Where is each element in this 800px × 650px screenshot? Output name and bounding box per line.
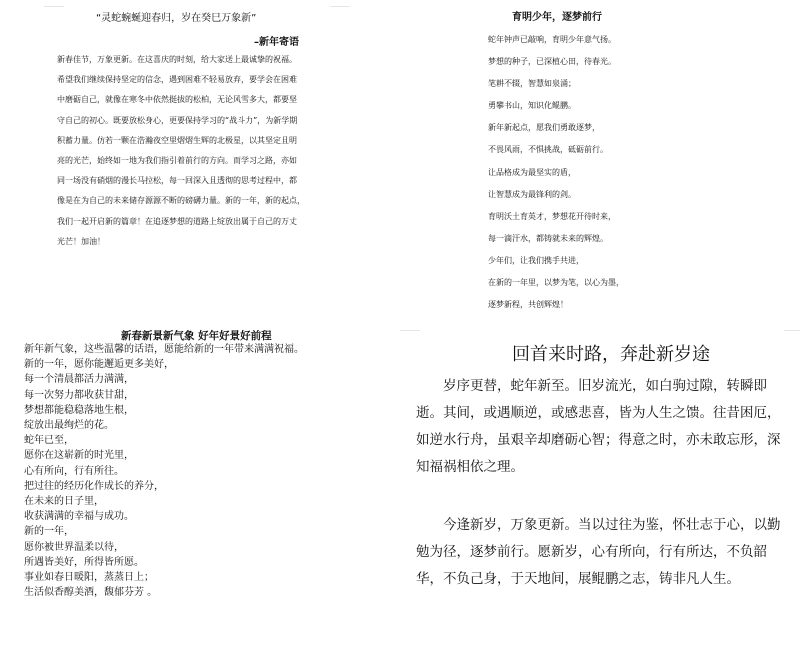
- poem-line: 逐梦新程，共创辉煌！: [488, 300, 568, 310]
- essay-title: 回首来时路，奔赴新岁途: [512, 344, 710, 365]
- wishes-line: 收获满满的幸福与成功。: [24, 511, 134, 523]
- message-body: [57, 50, 357, 252]
- wishes-line: 每一个清晨都活力满满，: [24, 374, 134, 386]
- poem-line: 不畏风雨，不惧挑战，砥砺前行。: [488, 145, 608, 155]
- message-line: 守自己的初心。既要放松身心，更要保持学习的“战斗力”，为新学期: [57, 115, 298, 125]
- essay-paragraph-1: 岁序更替，蛇年新至。旧岁流光，如白驹过隙，转瞬即逝。其间，或遇顺逆，或感悲喜，皆为人生之馈。往昔困厄，如逆水行舟，虽艰辛却磨砺心智；得意之时，亦未敢忘形，深知福祸相依之理。: [416, 378, 781, 475]
- message-line: 同一场没有硝烟的漫长马拉松，每一回深入且透彻的思考过程中，都: [57, 176, 297, 186]
- wishes-line: 新的一年，: [24, 526, 74, 538]
- poem-line: 新年新起点，愿我们勇敢逐梦，: [488, 123, 600, 133]
- wishes-line: 新的一年，愿你能邂逅更多美好，: [24, 359, 174, 371]
- message-line: 积蓄力量。仿若一颗在浩瀚夜空里熠熠生辉的北极星，以其坚定且明: [57, 135, 297, 145]
- message-line: 光芒！加油！: [57, 236, 105, 246]
- poem-title: 育明少年，逐梦前行: [512, 12, 602, 23]
- wishes-title: 新春新景新气象 好年好景好前程: [121, 330, 272, 342]
- poem-body: [488, 29, 624, 316]
- message-line: 我们一起开启新的篇章！在追逐梦想的道路上绽放出属于自己的万丈: [57, 216, 297, 226]
- message-line: 新春佳节，万象更新。在这喜庆的时刻，给大家送上最诚挚的祝福。: [57, 55, 297, 64]
- panel-new-spring-wishes: [0, 325, 400, 650]
- poem-line: 蛇年钟声已敲响，育明少年意气扬。: [488, 35, 616, 44]
- wishes-body: [24, 342, 304, 600]
- wishes-line: 心有所向，行有所往。: [24, 465, 124, 477]
- wishes-line: 生活似香醇美酒，馥郁芬芳 。: [24, 587, 158, 599]
- wishes-line: 所遇皆美好，所得皆所愿。: [24, 556, 144, 568]
- poem-line: 少年们，让我们携手共进，: [488, 255, 584, 265]
- wishes-line: 每一次努力都收获甘甜，: [24, 389, 134, 401]
- panel-yuming-youth-poem: [400, 0, 800, 325]
- poem-line: 勇攀书山，知识化鲲鹏。: [488, 101, 576, 111]
- poem-line: 笔耕不辍，智慧如泉涌；: [488, 79, 576, 89]
- poem-line: 育明沃土育英才，梦想花开待时来，: [488, 211, 616, 221]
- message-line: 像是在为自己的未来储存源源不断的磅礴力量。新的一年，新的起点，: [57, 196, 305, 206]
- message-line: 亮的光芒，始终如一地为我们指引着前行的方向。而学习之路，亦如: [57, 156, 297, 166]
- wishes-line: 在未来的日子里，: [24, 496, 104, 508]
- wishes-line: 蛇年已至，: [24, 435, 74, 447]
- essay-paragraph-2: 今逢新岁，万象更新。当以过往为鉴，怀壮志于心，以勤勉为径，逐梦前行。愿新岁，心有所向，行有所达，不负韶华，不负己身，于天地间，展鲲鹏之志，铸非凡人生。: [416, 517, 781, 587]
- message-line: 希望我们继续保持坚定的信念，遇到困难不轻易放弃，要学会在困难: [57, 75, 297, 85]
- message-subtitle: –新年寄语: [254, 37, 299, 48]
- wishes-line: 把过往的经历化作成长的养分，: [24, 480, 164, 492]
- poem-line: 让智慧成为最锋利的剑。: [488, 189, 576, 199]
- panel-new-year-message: [0, 0, 400, 325]
- wishes-line: 新年新气象，这些温馨的话语，愿能给新的一年带来满满祝福。: [24, 344, 304, 355]
- wishes-line: 愿你在这崭新的时光里，: [24, 450, 134, 462]
- message-line: 中磨砺自己，就像在寒冬中依然挺拔的松柏，无论风雪多大，都要坚: [57, 95, 297, 105]
- poem-line: 梦想的种子，已深植心田，待春光。: [488, 57, 616, 67]
- poem-line: 让品格成为最坚实的盾，: [488, 167, 576, 177]
- poem-line: 每一滴汗水，都铸就未来的辉煌。: [488, 233, 608, 243]
- poem-couplet-title: “灵蛇蜿蜒迎春归，岁在癸巳万象新”: [96, 13, 257, 24]
- wishes-line: 绽放出最绚烂的花。: [24, 420, 114, 432]
- panel-look-back-essay: [400, 325, 800, 650]
- wishes-line: 梦想都能稳稳落地生根，: [24, 404, 134, 416]
- wishes-line: 事业如春日暖阳，蒸蒸日上；: [24, 572, 154, 584]
- poem-line: 在新的一年里，以梦为笔，以心为墨，: [488, 278, 624, 288]
- wishes-line: 愿你被世界温柔以待，: [24, 541, 124, 553]
